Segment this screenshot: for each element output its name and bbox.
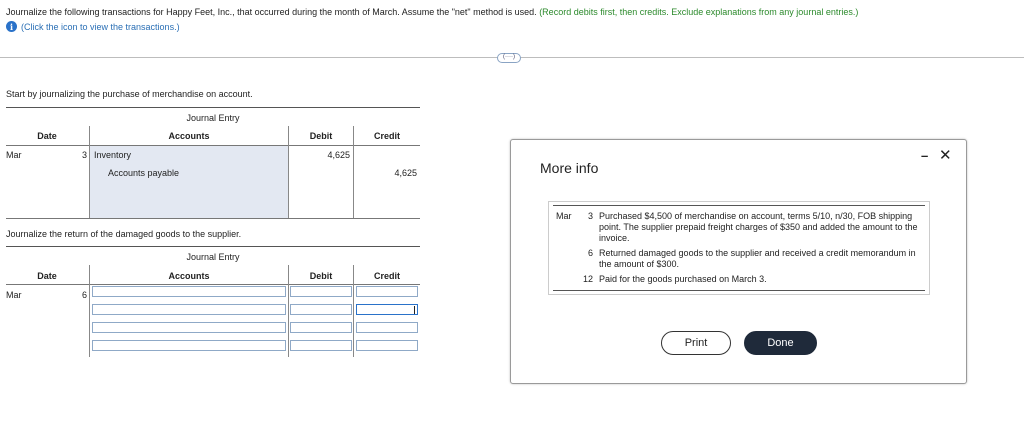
account-input-4[interactable] [92, 340, 286, 351]
instructions-note: (Record debits first, then credits. Exclude explanations from any journal entries.) [539, 7, 859, 17]
transactions-month: Mar [556, 211, 572, 221]
transactions-box [548, 201, 930, 295]
col-debit: Debit [309, 131, 333, 141]
debit-input-3[interactable] [290, 322, 352, 333]
col-credit: Credit [373, 271, 400, 281]
account-input-3[interactable] [92, 322, 286, 333]
transaction-text: Returned damaged goods to the supplier and received a credit memorandum in the amount of $300. [599, 248, 916, 269]
entry-day: 3 [82, 150, 88, 160]
transaction-text: Paid for the goods purchased on March 3. [599, 274, 767, 284]
credit-amount: 4,625 [394, 168, 417, 178]
debit-input-1[interactable] [290, 286, 352, 297]
more-button[interactable]: (····) [497, 53, 521, 63]
part2-lead: Journalize the return of the damaged goods to the supplier. [6, 229, 242, 239]
instructions-text: Journalize the following transactions for Happy Feet, Inc., that occurred during the month of March. Assume the "net" method is used. [6, 7, 537, 17]
col-divider [288, 265, 289, 357]
header-rule [6, 284, 420, 285]
credit-input-4[interactable] [356, 340, 418, 351]
transaction-text: Purchased $4,500 of merchandise on account, terms 5/10, n/30, FOB shipping point. The supplier prepaid freight charges of $350 and added the amount to the invoice. [599, 211, 918, 243]
transaction-day: 3 [587, 211, 593, 221]
col-accounts: Accounts [168, 271, 210, 281]
box-bottom-rule [553, 290, 925, 291]
debit-input-4[interactable] [290, 340, 352, 351]
info-icon[interactable]: i [6, 21, 17, 32]
col-divider [89, 265, 90, 357]
journal-table-1 [6, 107, 420, 219]
table-title: Journal Entry [186, 113, 240, 123]
journal-table-2 [6, 246, 420, 358]
info-link-row[interactable] [6, 21, 180, 32]
entry-month: Mar [6, 150, 22, 160]
account-input-1[interactable] [92, 286, 286, 297]
print-button[interactable]: Print [661, 331, 731, 355]
col-accounts: Accounts [168, 131, 210, 141]
account-input-2[interactable] [92, 304, 286, 315]
col-credit: Credit [373, 131, 400, 141]
debit-amount: 4,625 [327, 150, 350, 160]
transaction-day: 12 [582, 274, 593, 284]
account-credit: Accounts payable [108, 168, 180, 178]
entry-day: 6 [82, 290, 88, 300]
transaction-day: 6 [587, 248, 593, 258]
table-title: Journal Entry [186, 252, 240, 262]
table-bottom-rule [6, 218, 420, 219]
more-info-dialog [510, 139, 967, 384]
col-date: Date [37, 271, 57, 281]
instructions [6, 7, 858, 17]
credit-input-1[interactable] [356, 286, 418, 297]
dialog-title: More info [540, 160, 599, 176]
box-top-rule [553, 205, 925, 206]
part1-lead: Start by journalizing the purchase of merchandise on account. [6, 89, 253, 99]
minimize-icon[interactable]: – [921, 148, 929, 163]
table-top-rule [6, 107, 420, 108]
info-link[interactable]: (Click the icon to view the transactions.) [21, 21, 180, 32]
done-button[interactable]: Done [744, 331, 817, 355]
col-divider [353, 265, 354, 357]
table-top-rule [6, 246, 420, 247]
account-debit: Inventory [94, 150, 132, 160]
col-divider [288, 126, 289, 218]
entry-month: Mar [6, 290, 22, 300]
col-divider [89, 126, 90, 218]
credit-input-3[interactable] [356, 322, 418, 333]
debit-input-2[interactable] [290, 304, 352, 315]
col-date: Date [37, 131, 57, 141]
text-caret [414, 306, 415, 314]
col-debit: Debit [309, 271, 333, 281]
credit-input-2[interactable] [356, 304, 418, 315]
close-icon[interactable]: ✕ [939, 147, 952, 164]
